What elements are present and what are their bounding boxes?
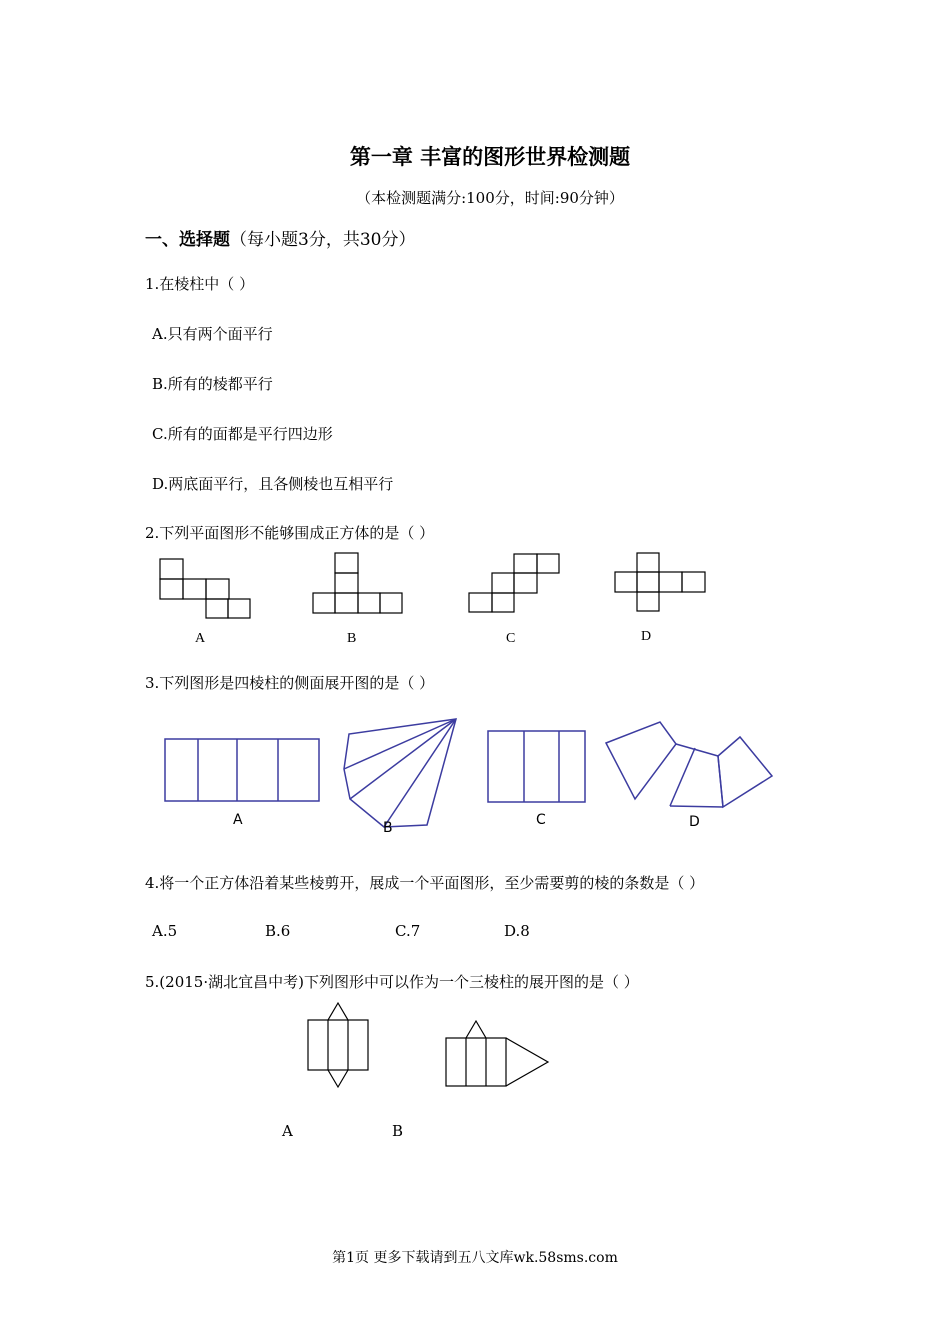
prism-net-c (488, 731, 585, 802)
question-1-option-a: A.只有两个面平行 (152, 325, 273, 343)
prism-net-a (165, 739, 319, 801)
triangular-prism-net-b (446, 1021, 548, 1086)
question-1-option-b: B.所有的棱都平行 (152, 375, 273, 393)
question-3-stem: 3.下列图形是四棱柱的侧面展开图的是（ ） (145, 674, 435, 692)
question-1-option-c: C.所有的面都是平行四边形 (152, 425, 333, 443)
question-3-label-c: C (536, 812, 546, 828)
page-title: 第一章 丰富的图形世界检测题 (349, 144, 631, 169)
question-2-stem: 2.下列平面图形不能够围成正方体的是（ ） (145, 524, 435, 542)
cube-net-d (615, 553, 705, 611)
page-footer: 第1页 更多下载请到五八文库wk.58sms.com (332, 1250, 618, 1266)
prism-net-b (344, 719, 456, 827)
question-2-label-d: D (641, 629, 652, 644)
question-4-stem: 4.将一个正方体沿着某些棱剪开，展成一个平面图形，至少需要剪的棱的条数是（ ） (145, 874, 705, 892)
question-5-label-a: A (282, 1122, 293, 1140)
question-2-label-c: C (506, 631, 516, 646)
triangular-prism-net-a (308, 1003, 368, 1087)
question-4-option-b: B.6 (265, 922, 291, 940)
question-2-label-a: A (195, 631, 206, 646)
exam-info: （本检测题满分:100分，时间:90分钟） (356, 189, 624, 207)
question-4-option-d: D.8 (504, 922, 530, 940)
question-1-option-d: D.两底面平行，且各侧棱也互相平行 (152, 475, 394, 493)
question-3-label-b: B (383, 820, 393, 836)
question-5-stem: 5.(2015·湖北宜昌中考)下列图形中可以作为一个三棱柱的展开图的是（ ） (145, 973, 639, 991)
section-note: （每小题3分，共30分） (230, 230, 416, 250)
section-title: 一、选择题 (145, 230, 230, 250)
question-4-option-a: A.5 (152, 922, 178, 940)
question-5-figures (0, 1000, 950, 1100)
question-1-stem: 1.在棱柱中（ ） (145, 275, 255, 293)
question-2-figures (0, 550, 950, 670)
question-3-label-a: A (233, 812, 243, 828)
question-4-option-c: C.7 (395, 922, 421, 940)
question-5-label-b: B (392, 1122, 404, 1140)
cube-net-a (160, 559, 250, 618)
question-3-figures (0, 710, 950, 850)
question-2-label-b: B (347, 631, 357, 646)
section-heading (145, 225, 415, 250)
prism-net-d (606, 722, 772, 807)
question-3-label-d: D (689, 814, 700, 830)
cube-net-c (469, 554, 559, 612)
cube-net-b (313, 553, 402, 613)
